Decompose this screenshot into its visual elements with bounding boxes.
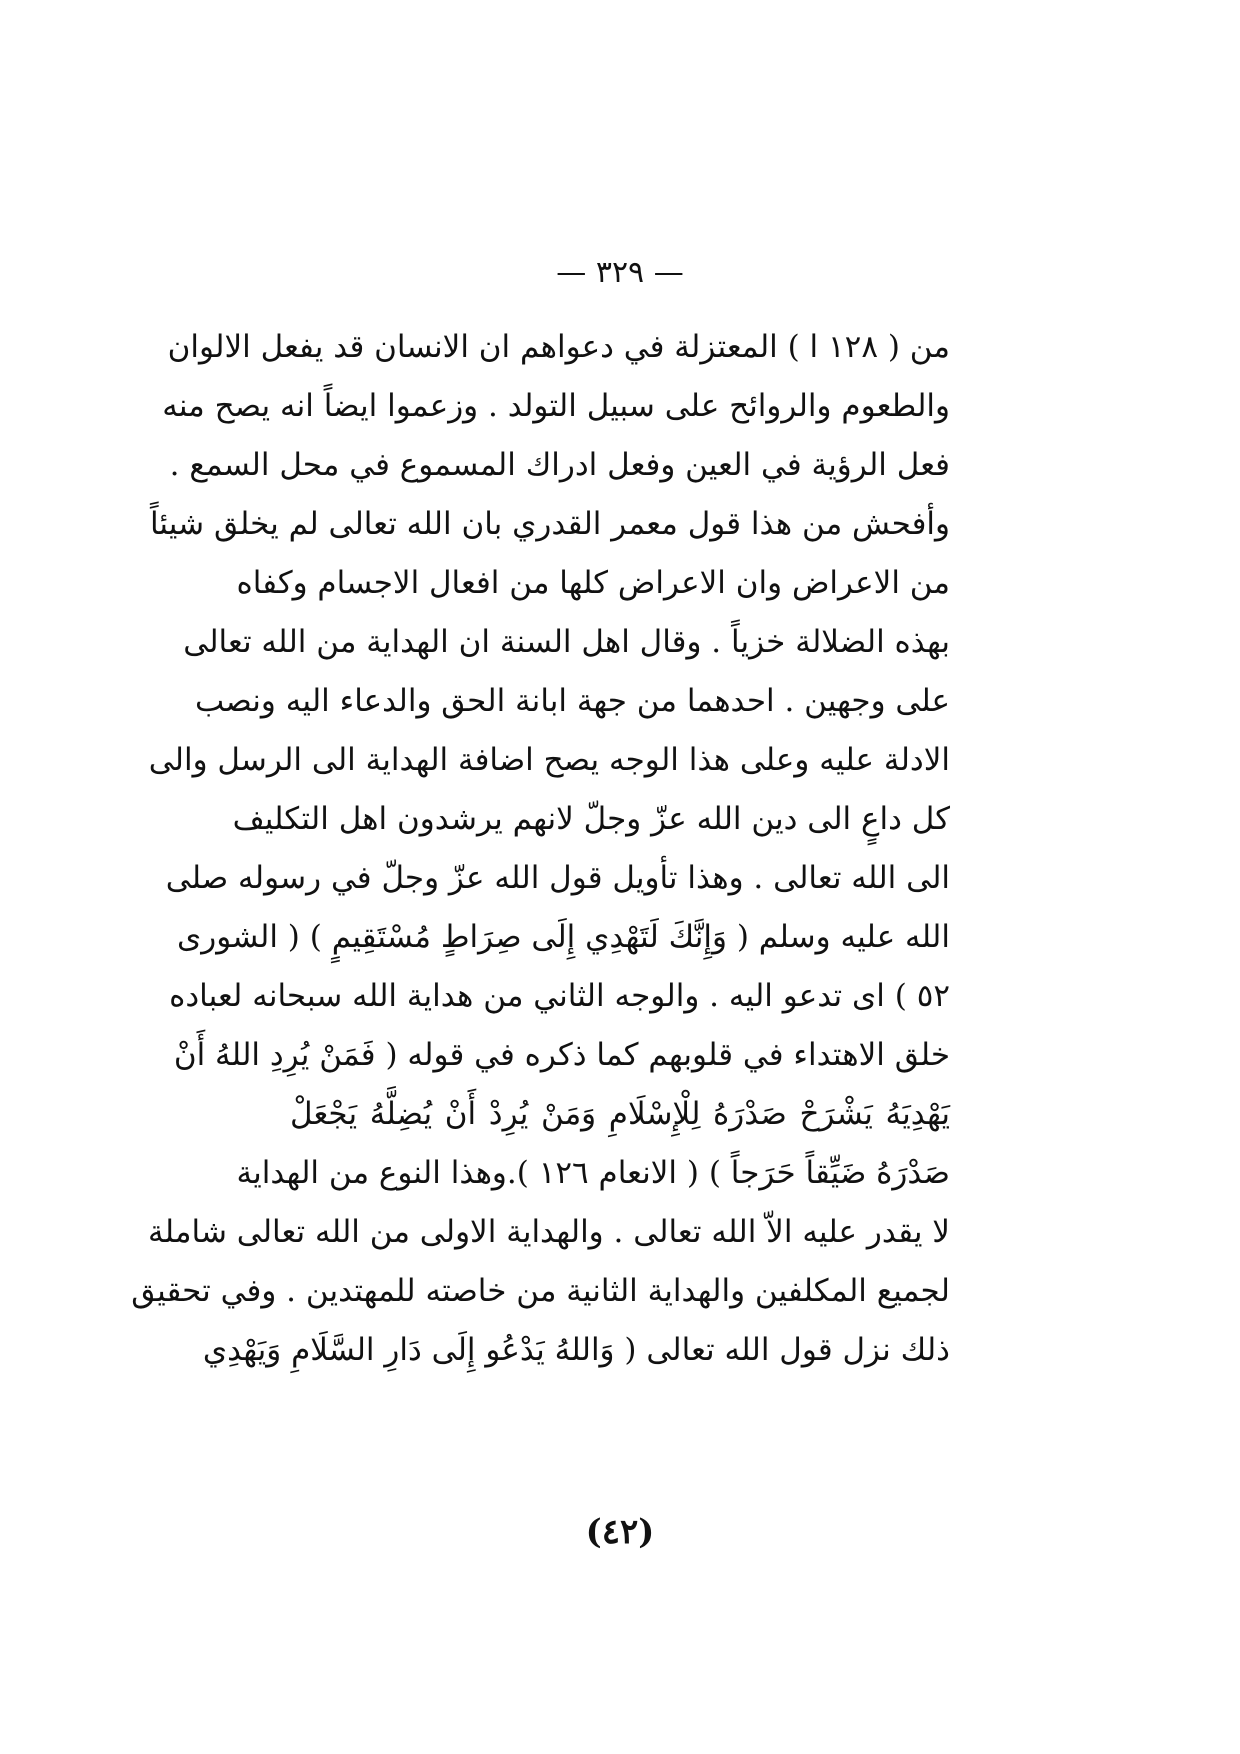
- text-line: كل داعٍ الى دين الله عزّ وجلّ لانهم يرشدون اهل التكليف: [232, 801, 950, 837]
- text-line: فعل الرؤية في العين وفعل ادراك المسموع في محل السمع .: [169, 447, 950, 483]
- text-line: لجميع المكلفين والهداية الثانية من خاصته للمهتدين . وفي تحقيق: [131, 1273, 950, 1309]
- text-line: الى الله تعالى . وهذا تأويل قول الله عزّ وجلّ في رسوله صلى: [165, 860, 950, 896]
- text-line: بهذه الضلالة خزياً . وقال اهل السنة ان الهداية من الله تعالى: [183, 624, 950, 660]
- text-line: من الاعراض وان الاعراض كلها من افعال الاجسام وكفاه: [236, 565, 950, 601]
- text-line: على وجهين . احدهما من جهة ابانة الحق والدعاء اليه ونصب: [194, 683, 950, 719]
- signature-mark: (٤٢): [585, 1512, 655, 1552]
- text-line: صَدْرَهُ ضَيِّقاً حَرَجاً ) ( الانعام ١٢٦ ).وهذا النوع من الهداية: [236, 1155, 950, 1191]
- text-line: لا يقدر عليه الاّ الله تعالى . والهداية الاولى من الله تعالى شاملة: [148, 1214, 950, 1250]
- text-body: [131, 318, 950, 1380]
- text-line: الادلة عليه وعلى هذا الوجه يصح اضافة الهداية الى الرسل والى: [148, 742, 950, 778]
- text-line: وأفحش من هذا قول معمر القدري بان الله تعالى لم يخلق شيئاً: [149, 506, 950, 542]
- text-line: يَهْدِيَهُ يَشْرَحْ صَدْرَهُ لِلْإِسْلَامِ وَمَنْ يُرِدْ أَنْ يُضِلَّهُ يَجْعَلْ: [290, 1096, 950, 1132]
- text-line: والطعوم والروائح على سبيل التولد . وزعموا ايضاً انه يصح منه: [162, 388, 950, 424]
- text-line: خلق الاهتداء في قلوبهم كما ذكره في قوله ( فَمَنْ يُرِدِ اللهُ أَنْ: [173, 1037, 950, 1073]
- text-line: من ( ١٢٨ ا ) المعتزلة في دعواهم ان الانسان قد يفعل الالوان: [167, 329, 950, 365]
- text-line: الله عليه وسلم ( وَإِنَّكَ لَتَهْدِي إِلَى صِرَاطٍ مُسْتَقِيمٍ ) ( الشورى: [176, 919, 950, 955]
- text-line: ذلك نزل قول الله تعالى ( وَاللهُ يَدْعُو إِلَى دَارِ السَّلَامِ وَيَهْدِي: [202, 1332, 950, 1368]
- text-line: ٥٢ ) اى تدعو اليه . والوجه الثاني من هداية الله سبحانه لعباده: [169, 978, 950, 1014]
- page-number: — ٣٢٩ —: [556, 255, 684, 290]
